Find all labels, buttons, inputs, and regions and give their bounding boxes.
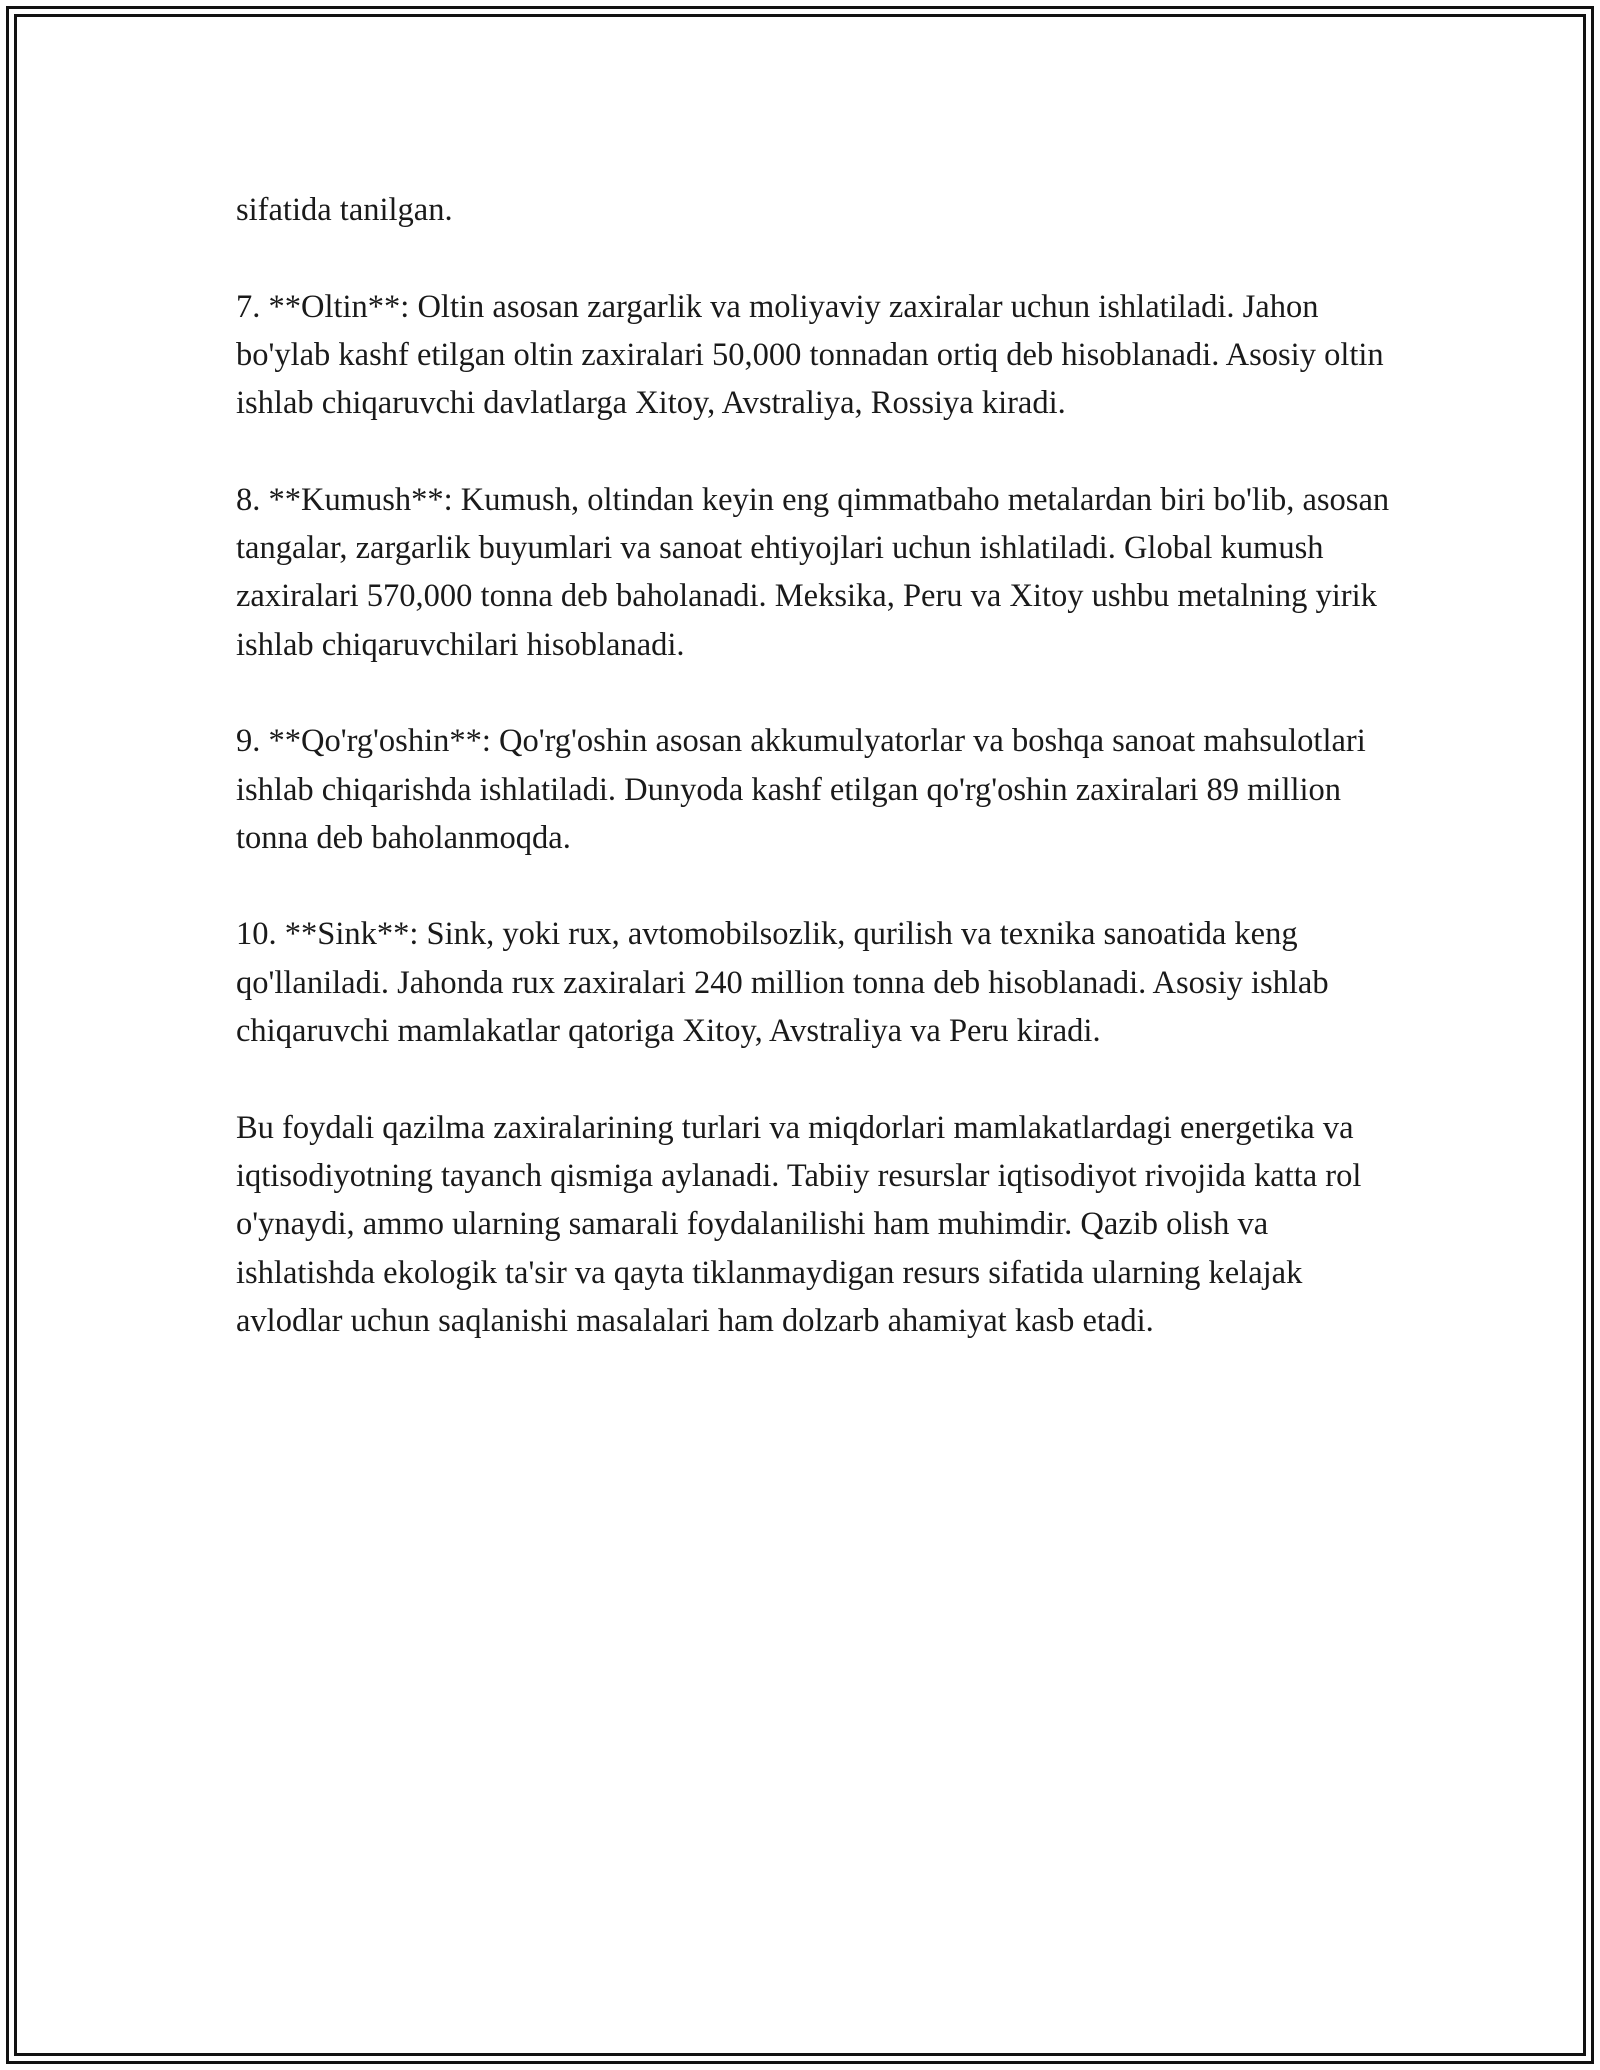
paragraph-oltin: 7. **Oltin**: Oltin asosan zargarlik va moliyaviy zaxiralar uchun ishlatiladi. Jahon bo'ylab kashf etilgan oltin zaxiralari 50,000 tonnadan ortiq deb hisoblanadi. Asosiy oltin ishlab chiqaruvchi davlatlarga Xitoy, Avstraliya, Rossiya kiradi. [236, 288, 1384, 422]
paragraph-continuation: sifatida tanilgan. [236, 192, 453, 228]
paragraph-sink: 10. **Sink**: Sink, yoki rux, avtomobilsozlik, qurilish va texnika sanoatida keng qo'llaniladi. Jahonda rux zaxiralari 240 million tonna deb hisoblanadi. Asosiy ishlab chiqaruvchi mamlakatlar qatoriga Xitoy, Avstraliya va Peru kiradi. [236, 916, 1329, 1050]
paragraph-kumush: 8. **Kumush**: Kumush, oltindan keyin eng qimmatbaho metalardan biri bo'lib, asosan tangalar, zargarlik buyumlari va sanoat ehtiyojlari uchun ishlatiladi. Global kumush zaxiralari 570,000 tonna deb baholanadi. Meksika, Peru va Xitoy ushbu metalning yirik ishlab chiqaruvchilari hisoblanadi. [236, 481, 1390, 663]
paragraph-conclusion: Bu foydali qazilma zaxiralarining turlari va miqdorlari mamlakatlardagi energetika va iqtisodiyotning tayanch qismiga aylanadi. Tabiiy resurslar iqtisodiyot rivojida katta rol o'ynaydi, ammo ularning samarali foydalanilishi ham muhimdir. Qazib olish va ishlatishda ekologik ta'sir va qayta tiklanmaydigan resurs sifatida ularning kelajak avlodlar uchun saqlanishi masalalari ham dolzarb ahamiyat kasb etadi. [236, 1109, 1362, 1339]
paragraph-qorgoshin: 9. **Qo'rg'oshin**: Qo'rg'oshin asosan akkumulyatorlar va boshqa sanoat mahsulotlari ishlab chiqarishda ishlatiladi. Dunyoda kashf etilgan qo'rg'oshin zaxiralari 89 million tonna deb baholanmoqda. [236, 723, 1366, 856]
document-body [236, 186, 1396, 1393]
